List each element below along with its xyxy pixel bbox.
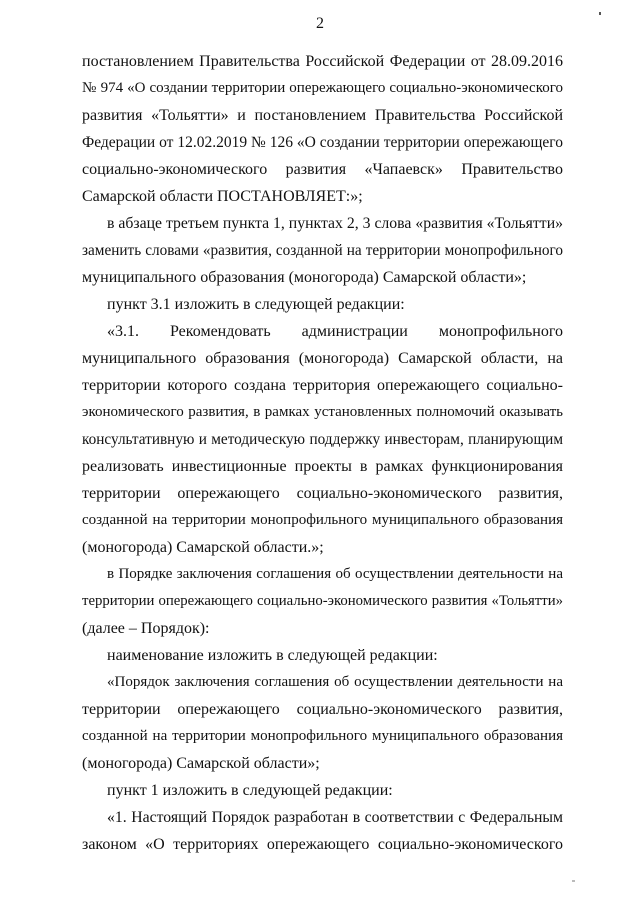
text-line: постановлением Правительства Российской Федерации от 28.09.2016: [82, 53, 563, 70]
text-line: развития «Тольятти» и постановлением Правительства Российской: [82, 107, 563, 124]
text-line: территории которого создана территория опережающего социально-: [82, 377, 563, 394]
text-line: в Порядке заключения соглашения об осуществлении деятельности на: [107, 566, 563, 582]
scan-speck: [572, 880, 575, 882]
page-number: 2: [316, 15, 324, 32]
text-line: «1. Настоящий Порядок разработан в соответствии с Федеральным: [107, 809, 563, 826]
text-line: муниципального образования (моногорода) Самарской области»;: [82, 269, 527, 286]
text-line: (моногорода) Самарской области»;: [82, 755, 320, 772]
text-line: муниципального образования (моногорода) Самарской области, на: [82, 350, 563, 367]
body-text: [82, 48, 563, 858]
text-line: (далее – Порядок):: [82, 620, 210, 637]
text-line: пункт 3.1 изложить в следующей редакции:: [107, 296, 405, 313]
text-line: «Порядок заключения соглашения об осуществлении деятельности на: [107, 674, 563, 690]
text-line: территории опережающего социально-экономического развития «Тольятти»: [82, 593, 563, 609]
text-line: наименование изложить в следующей редакции:: [107, 647, 438, 664]
text-line: Федерации от 12.02.2019 № 126 «О создании территории опережающего: [82, 134, 563, 151]
text-line: территории опережающего социально-экономического развития,: [82, 701, 563, 718]
text-line: «3.1. Рекомендовать администрации монопрофильного: [107, 323, 563, 340]
text-line: территории опережающего социально-экономического развития,: [82, 485, 563, 502]
text-line: экономического развития, в рамках установленных полномочий оказывать: [82, 404, 563, 420]
text-line: социально-экономического развития «Чапаевск» Правительство: [82, 161, 563, 178]
text-line: (моногорода) Самарской области.»;: [82, 539, 324, 556]
text-line: консультативную и методическую поддержку инвесторам, планирующим: [82, 431, 563, 448]
text-line: пункт 1 изложить в следующей редакции:: [107, 782, 393, 799]
text-line: реализовать инвестиционные проекты в рамках функционирования: [82, 458, 563, 475]
text-line: № 974 «О создании территории опережающего социально-экономического: [82, 80, 563, 96]
text-line: законом «О территориях опережающего социально-экономического: [82, 836, 563, 853]
text-line: заменить словами «развития, созданной на территории монопрофильного: [82, 242, 563, 259]
text-line: созданной на территории монопрофильного муниципального образования: [82, 728, 563, 744]
text-line: созданной на территории монопрофильного муниципального образования: [82, 512, 563, 528]
document-body: [82, 48, 563, 858]
text-line: в абзаце третьем пункта 1, пунктах 2, 3 слова «развития «Тольятти»: [107, 215, 563, 232]
text-line: Самарской области ПОСТАНОВЛЯЕТ:»;: [82, 188, 363, 205]
